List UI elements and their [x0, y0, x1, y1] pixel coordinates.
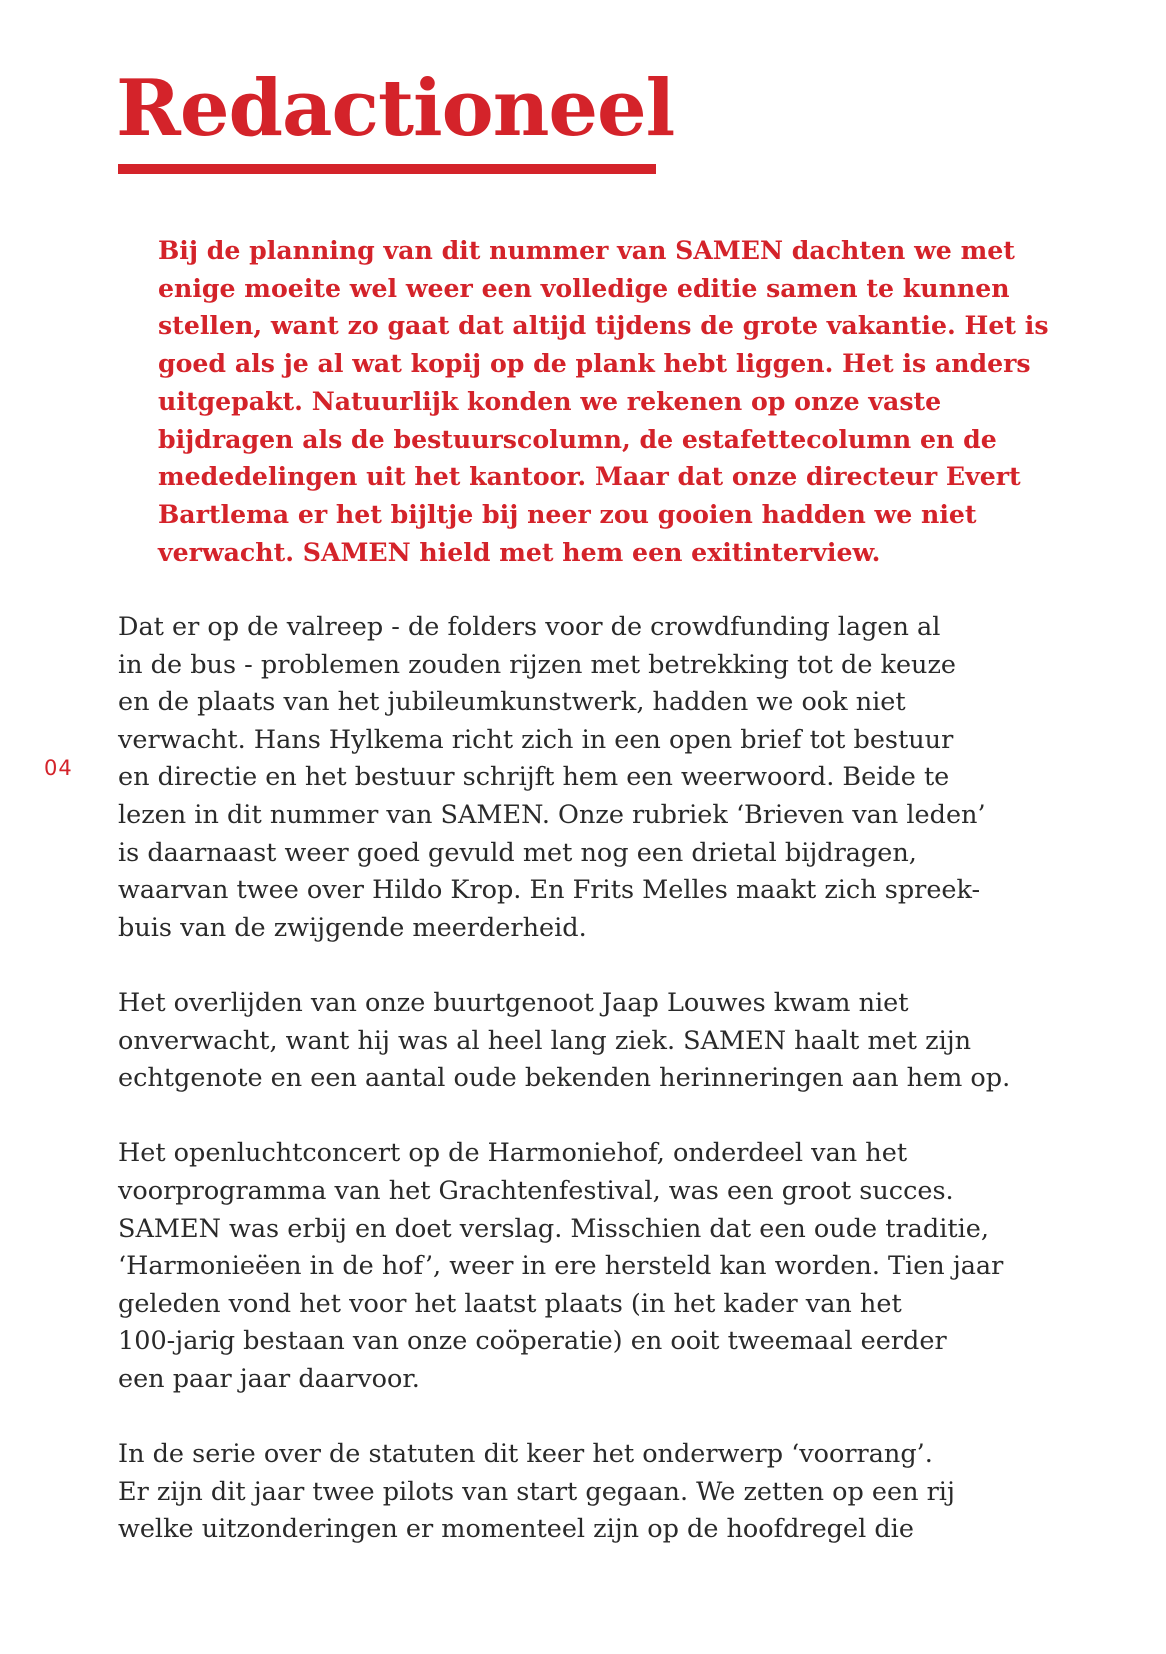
body-paragraph — [118, 609, 1018, 947]
body-line: en de plaats van het jubileumkunstwerk, hadden we ook niet — [118, 687, 906, 718]
intro-line: goed als je al wat kopij op de plank hebt liggen. Het is anders — [158, 348, 1031, 379]
intro-line: stellen, want zo gaat dat altijd tijdens de grote vakantie. Het is — [158, 310, 1049, 341]
body-line: buis van de zwijgende meerderheid. — [118, 912, 587, 943]
body-paragraph — [118, 1436, 1018, 1549]
body-line: SAMEN was erbij en doet verslag. Misschien dat een oude traditie, — [118, 1213, 989, 1244]
body-line: Het openluchtconcert op de Harmoniehof, onderdeel van het — [118, 1138, 908, 1169]
intro-lead-paragraph — [158, 232, 1049, 571]
body-line: en directie en het bestuur schrijft hem een weerwoord. Beide te — [118, 762, 950, 793]
page-number: 04 — [44, 756, 73, 780]
body-paragraph — [118, 1135, 1018, 1398]
intro-line: Bij de planning van dit nummer van SAMEN dachten we met — [158, 235, 1015, 265]
title-underline — [118, 164, 656, 174]
body-line: Dat er op de valreep - de folders voor de crowdfunding lagen al — [118, 612, 941, 642]
page-title: Redactioneel — [116, 63, 675, 154]
body-line: in de bus - problemen zouden rijzen met betrekking tot de keuze — [118, 649, 957, 680]
body-line: echtgenote en een aantal oude bekenden herinneringen aan hem op. — [118, 1063, 1011, 1094]
body-paragraph — [118, 985, 1018, 1098]
body-line: een paar jaar daarvoor. — [118, 1363, 420, 1394]
body-line: welke uitzonderingen er momenteel zijn op de hoofdregel die — [118, 1514, 914, 1545]
body-line: Het overlijden van onze buurtgenoot Jaap Louwes kwam niet — [118, 987, 909, 1018]
body-line: ‘Harmonieëen in de hof’, weer in ere hersteld kan worden. Tien jaar — [118, 1251, 1004, 1282]
body-line: Er zijn dit jaar twee pilots van start gegaan. We zetten op een rij — [118, 1476, 955, 1507]
intro-line: mededelingen uit het kantoor. Maar dat onze directeur Evert — [158, 461, 1021, 492]
body-line: In de serie over de statuten dit keer het onderwerp ‘voorrang’. — [118, 1439, 933, 1470]
body-line: lezen in dit nummer van SAMEN. Onze rubriek ‘Brieven van leden’ — [118, 799, 986, 830]
intro-line: verwacht. SAMEN hield met hem een exitinterview. — [158, 536, 881, 567]
body-line: voorprogramma van het Grachtenfestival, was een groot succes. — [118, 1175, 954, 1206]
body-line: is daarnaast weer goed gevuld met nog een drietal bijdragen, — [118, 837, 917, 868]
intro-line: bijdragen als de bestuurscolumn, de estafettecolumn en de — [158, 423, 997, 454]
intro-line: uitgepakt. Natuurlijk konden we rekenen op onze vaste — [158, 385, 942, 416]
body-line: verwacht. Hans Hylkema richt zich in een open brief tot bestuur — [118, 724, 954, 755]
body-line: 100-jarig bestaan van onze coöperatie) en ooit tweemaal eerder — [118, 1326, 947, 1357]
body-line: geleden vond het voor het laatst plaats (in het kader van het — [118, 1288, 902, 1319]
body-line: waarvan twee over Hildo Krop. En Frits Melles maakt zich spreek- — [118, 875, 981, 906]
body-text — [118, 609, 1018, 1586]
intro-line: Bartlema er het bijltje bij neer zou gooien hadden we niet — [158, 498, 977, 529]
body-line: onverwacht, want hij was al heel lang ziek. SAMEN haalt met zijn — [118, 1025, 972, 1056]
intro-line: enige moeite wel weer een volledige editie samen te kunnen — [158, 272, 1010, 303]
